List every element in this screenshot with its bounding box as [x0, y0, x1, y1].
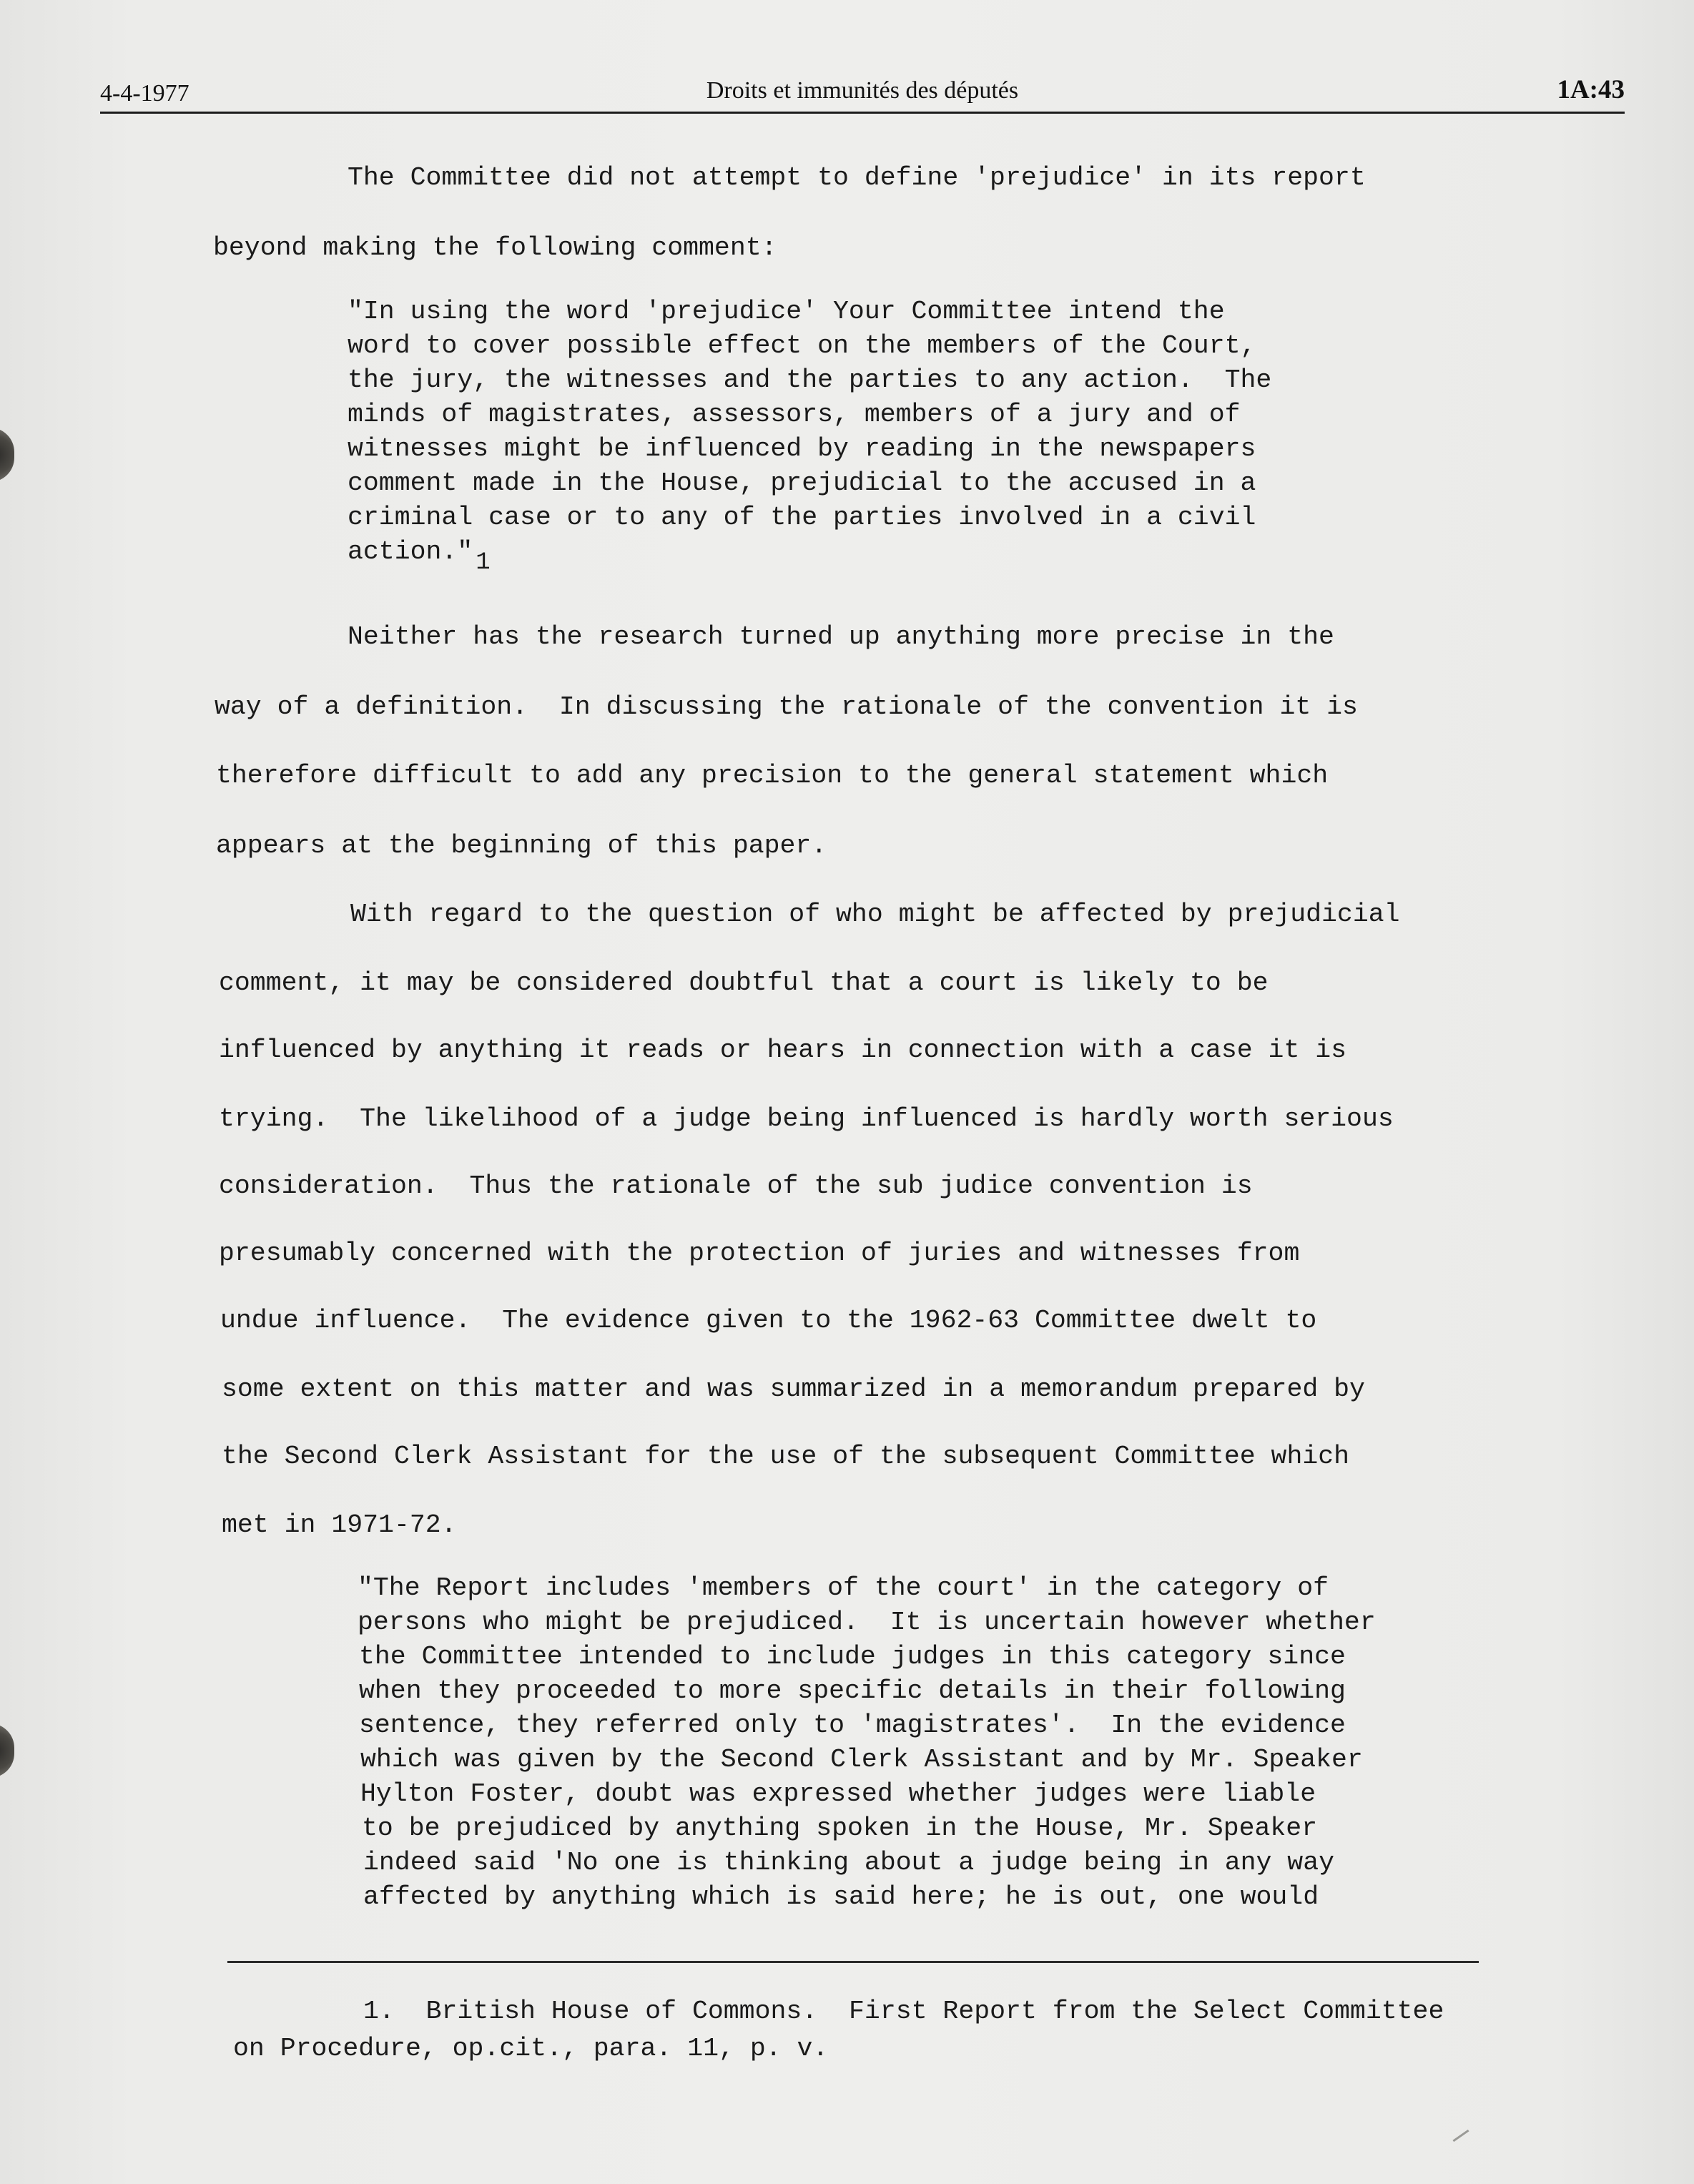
- para2-line: appears at the beginning of this paper.: [216, 831, 827, 860]
- para3-line: consideration. Thus the rationale of the sub judice convention is: [219, 1171, 1253, 1201]
- para3-line: the Second Clerk Assistant for the use of the subsequent Committee which: [222, 1442, 1350, 1471]
- quote2-line: to be prejudiced by anything spoken in the House, Mr. Speaker: [362, 1814, 1318, 1843]
- quote1-line: the jury, the witnesses and the parties to any action. The: [348, 365, 1272, 395]
- para3-line: some extent on this matter and was summarized in a memorandum prepared by: [222, 1374, 1365, 1404]
- quote2-line: when they proceeded to more specific details in their following: [359, 1676, 1346, 1706]
- quote1-line: witnesses might be influenced by reading in the newspapers: [348, 434, 1256, 463]
- quote2-line: which was given by the Second Clerk Assistant and by Mr. Speaker: [360, 1745, 1363, 1774]
- page-header: [100, 74, 1625, 112]
- para2-line: therefore difficult to add any precision to the general statement which: [216, 761, 1329, 790]
- para2-line: Neither has the research turned up anything more precise in the: [348, 622, 1334, 651]
- para2-line: way of a definition. In discussing the rationale of the convention it is: [215, 692, 1358, 722]
- quote1-line: comment made in the House, prejudicial to the accused in a: [348, 468, 1256, 498]
- quote2-line: Hylton Foster, doubt was expressed whether judges were liable: [360, 1779, 1316, 1809]
- quote2-line: affected by anything which is said here; he is out, one would: [363, 1882, 1319, 1912]
- quote1-line: "In using the word 'prejudice' Your Committee intend the: [348, 297, 1225, 326]
- binder-hole: [0, 1723, 14, 1778]
- quote1-line: criminal case or to any of the parties involved in a civil: [348, 503, 1256, 532]
- binder-hole: [0, 428, 14, 482]
- quote1-line-last: action." 1: [348, 537, 491, 576]
- quote2-line: "The Report includes 'members of the court' in the category of: [358, 1573, 1329, 1603]
- footnote-ref: 1: [476, 549, 491, 576]
- pencil-mark: [1452, 2130, 1469, 2142]
- para3-line: undue influence. The evidence given to the 1962-63 Committee dwelt to: [220, 1306, 1317, 1335]
- quote2-line: indeed said 'No one is thinking about a judge being in any way: [363, 1848, 1335, 1877]
- para3-line: trying. The likelihood of a judge being influenced is hardly worth serious: [219, 1104, 1394, 1133]
- quote1-line: word to cover possible effect on the members of the Court,: [348, 331, 1256, 360]
- para1-line2: beyond making the following comment:: [213, 233, 777, 262]
- header-rule: [100, 112, 1625, 114]
- para3-line: presumably concerned with the protection of juries and witnesses from: [219, 1239, 1300, 1268]
- quote2-line: sentence, they referred only to 'magistrates'. In the evidence: [359, 1711, 1346, 1740]
- header-title: Droits et immunités des députés: [706, 77, 1019, 104]
- para3-line: With regard to the question of who might be affected by prejudicial: [350, 900, 1400, 929]
- para1-line1: The Committee did not attempt to define 'prejudice' in its report: [348, 163, 1366, 192]
- para3-line: influenced by anything it reads or hears in connection with a case it is: [219, 1036, 1347, 1065]
- header-date: 4-4-1977: [100, 80, 189, 107]
- footnote-line: 1. British House of Commons. First Report from the Select Committee: [363, 1997, 1444, 2026]
- header-page-ref: 1A:43: [1557, 75, 1625, 104]
- footnote-line: on Procedure, op.cit., para. 11, p. v.: [233, 2034, 829, 2063]
- para3-line: met in 1971-72.: [222, 1510, 457, 1540]
- quote2-line: the Committee intended to include judges in this category since: [359, 1642, 1346, 1671]
- para3-line: comment, it may be considered doubtful that a court is likely to be: [219, 968, 1269, 998]
- quote2-line: persons who might be prejudiced. It is uncertain however whether: [358, 1608, 1376, 1637]
- quote1-line: minds of magistrates, assessors, members of a jury and of: [348, 400, 1241, 429]
- footnote-rule: [227, 1961, 1479, 1963]
